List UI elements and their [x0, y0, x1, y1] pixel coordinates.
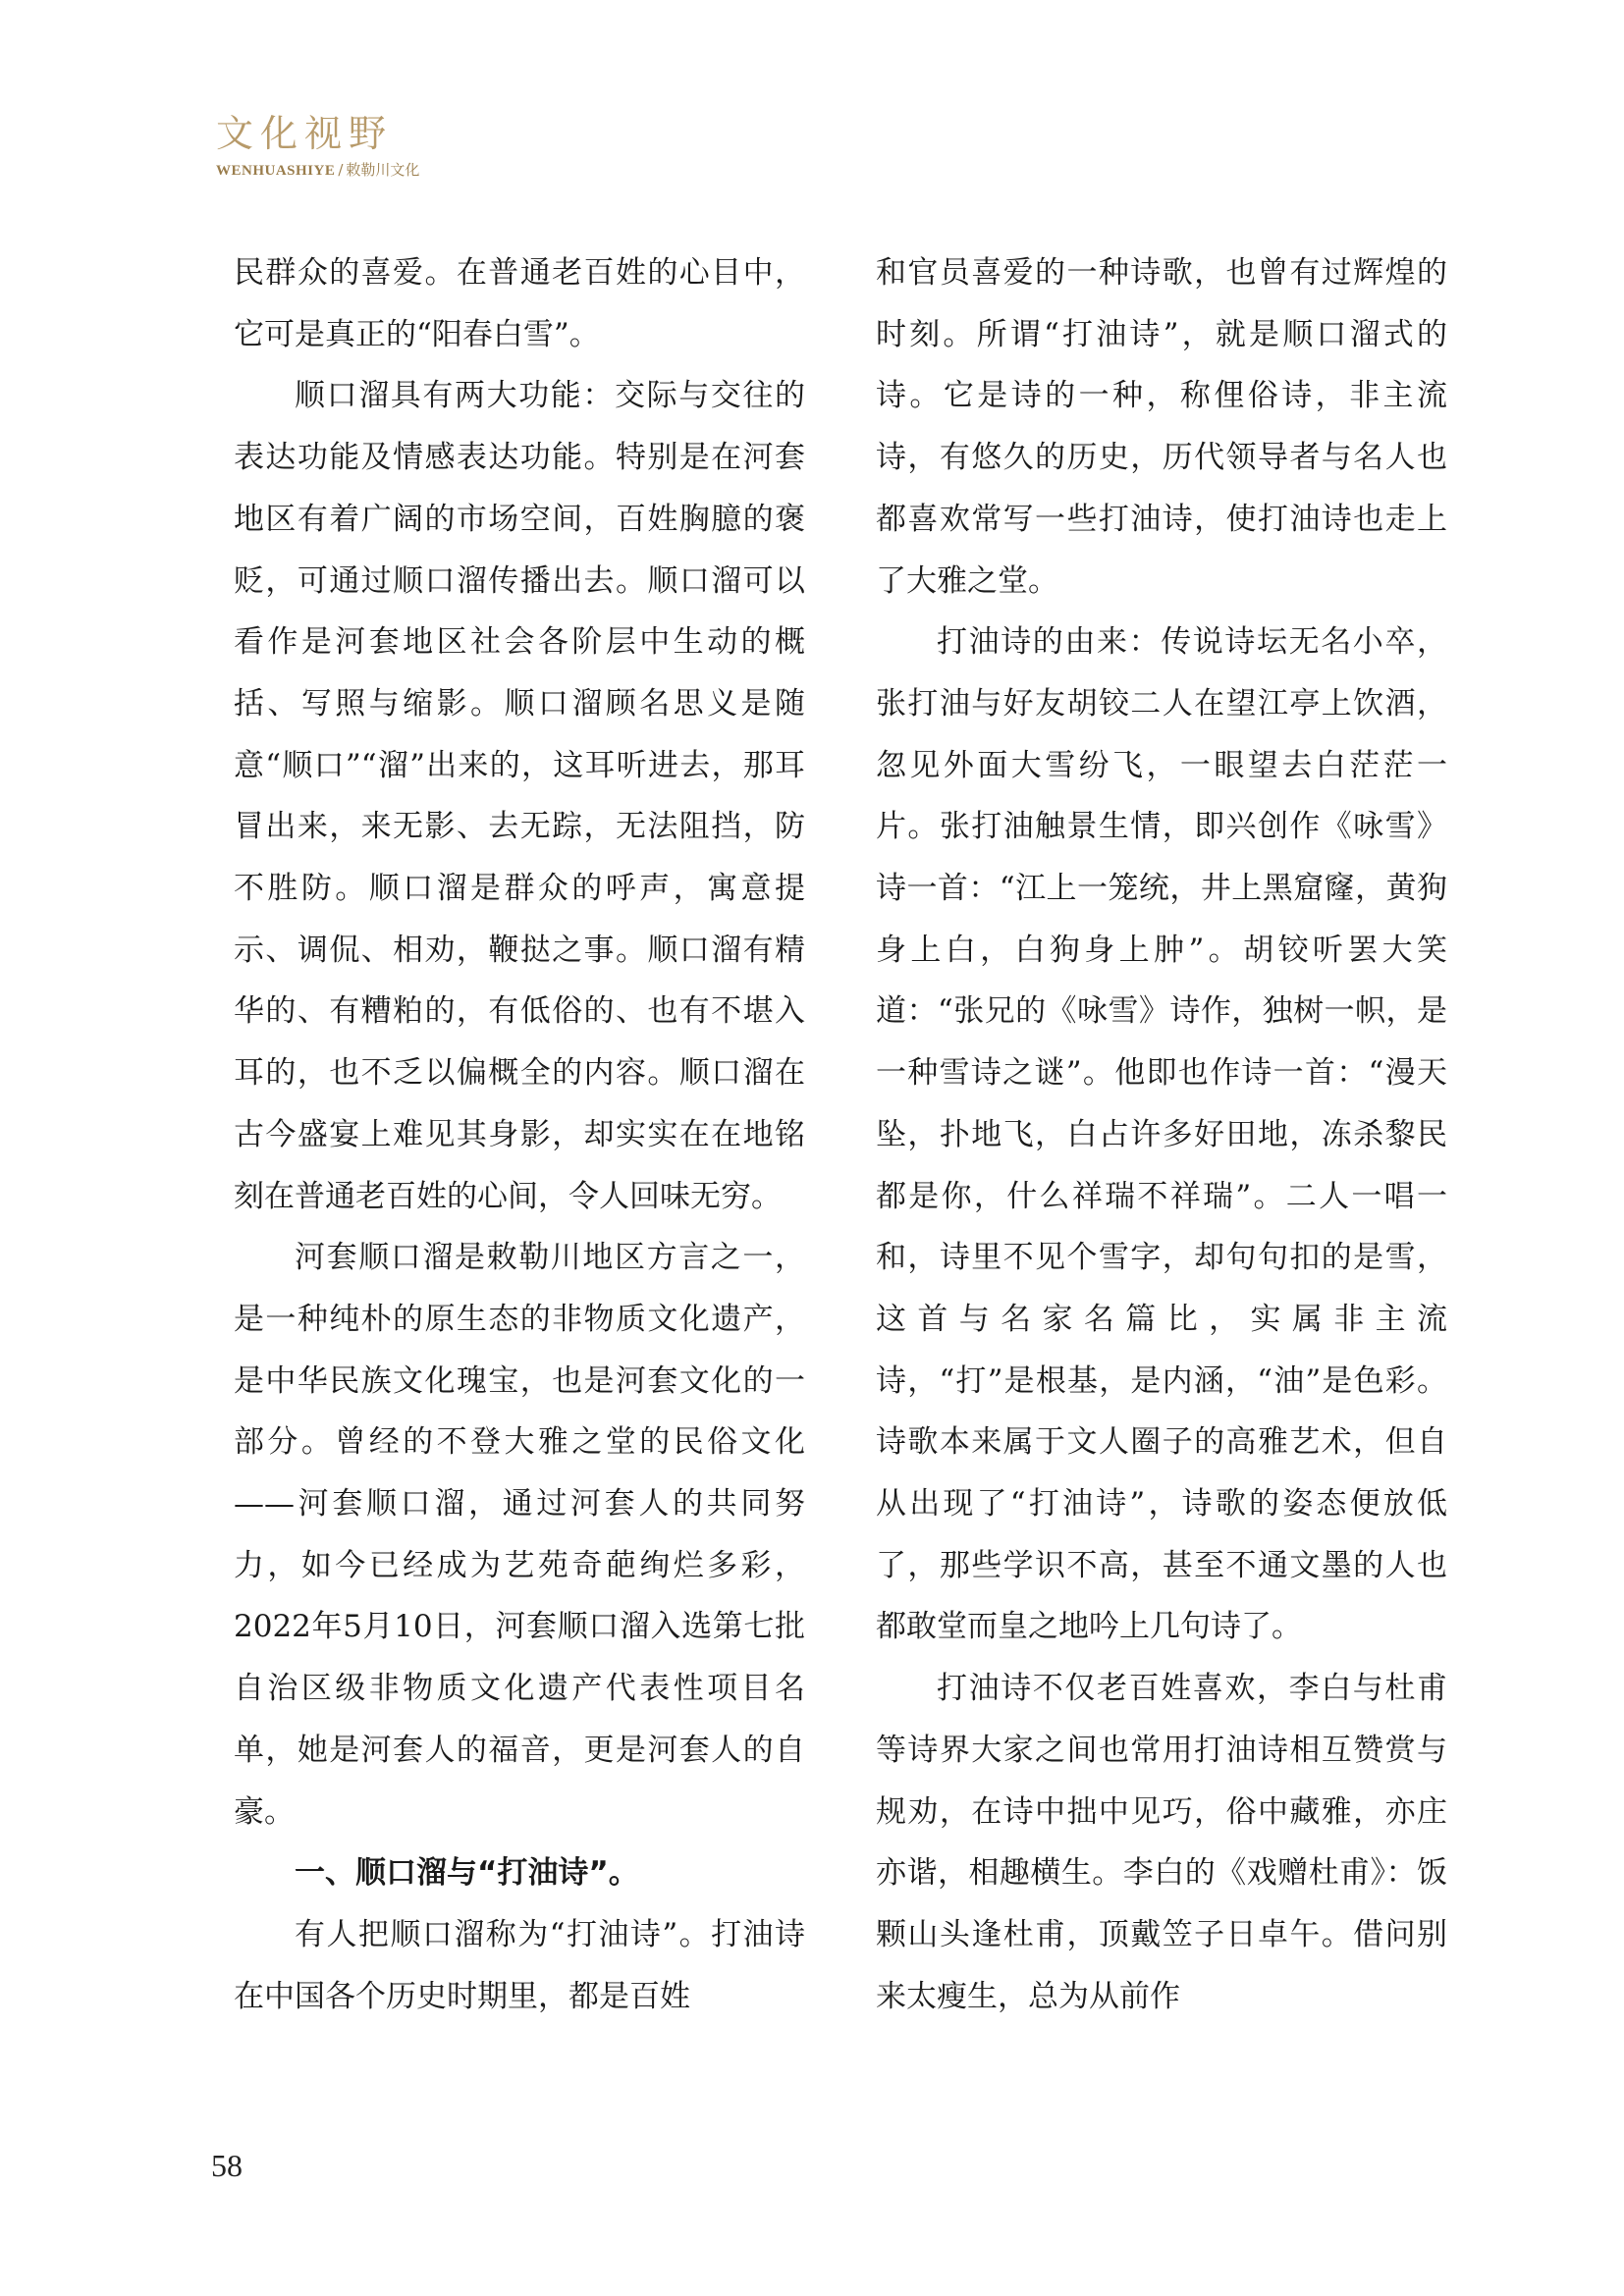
page-number: 58: [211, 2148, 243, 2183]
paragraph: 有人把顺口溜称为“打油诗”。打油诗在中国各个历史时期里，都是百姓: [234, 1916, 805, 2014]
paragraph: 河套顺口溜是敕勒川地区方言之一，是一种纯朴的原生态的非物质文化遗产，是中华民族文化瑰宝，也是河套文化的一部分。曾经的不登大雅之堂的民俗文化——河套顺口溜，通过河套人的共同努力，如今已经成为艺苑奇葩绚烂多彩，2022年5月10日，河套顺口溜入选第七批自治区级非物质文化遗产代表性项目名单，她是河套人的福音，更是河套人的自豪。: [234, 1240, 805, 1830]
paragraph: 和官员喜爱的一种诗歌，也曾有过辉煌的时刻。所谓“打油诗”，就是顺口溜式的诗。它是诗的一种，称俚俗诗，非主流诗，有悠久的历史，历代领导者与名人也都喜欢常写一些打油诗，使打油诗也走上了大雅之堂。: [876, 255, 1447, 599]
page-header: [216, 110, 419, 182]
right-column: [876, 242, 1447, 2027]
section-title: 文化视野: [216, 112, 394, 155]
left-column: [234, 242, 805, 2027]
section-subtitle: [216, 159, 419, 182]
section-subtitle-separator: /: [338, 161, 344, 179]
section-heading: 一、顺口溜与“打油诗”。: [295, 1855, 639, 1892]
paragraph: 打油诗的由来：传说诗坛无名小卒，张打油与好友胡铰二人在望江亭上饮酒，忽见外面大雪纷飞，一眼望去白茫茫一片。张打油触景生情，即兴创作《咏雪》诗一首：“江上一笼统，井上黑窟窿，黄狗身上白，白狗身上肿”。胡铰听罢大笑道：“张兄的《咏雪》诗作，独树一帜，是一种雪诗之谜”。他即也作诗一首：“漫天坠，扑地飞，白占许多好田地，冻杀黎民都是你，什么祥瑞不祥瑞”。二人一唱一和，诗里不见个雪字，却句句扣的是雪，这首与名家名篇比，实属非主流诗，“打”是根基，是内涵，“油”是色彩。诗歌本来属于文人圈子的高雅艺术，但自从出现了“打油诗”，诗歌的姿态便放低了，那些学识不高，甚至不通文墨的人也都敢堂而皇之地吟上几句诗了。: [876, 624, 1447, 1645]
paragraph: 民群众的喜爱。在普通老百姓的心目中，它可是真正的“阳春白雪”。: [234, 255, 805, 352]
paragraph: 顺口溜具有两大功能：交际与交往的表达功能及情感表达功能。特别是在河套地区有着广阔的市场空间，百姓胸臆的褒贬，可通过顺口溜传播出去。顺口溜可以看作是河套地区社会各阶层中生动的概括、写照与缩影。顺口溜顾名思义是随意“顺口”“溜”出来的，这耳听进去，那耳冒出来，来无影、去无踪，无法阻挡，防不胜防。顺口溜是群众的呼声，寓意提示、调侃、相劝，鞭挞之事。顺口溜有精华的、有糟粕的，有低俗的、也有不堪入耳的，也不乏以偏概全的内容。顺口溜在古今盛宴上难见其身影，却实实在在地铭刻在普通老百姓的心间，令人回味无穷。: [234, 378, 805, 1214]
section-subtitle-chinese: 敕勒川文化: [346, 161, 420, 179]
section-subtitle-pinyin: WENHUASHIYE: [216, 163, 336, 179]
paragraph: 打油诗不仅老百姓喜欢，李白与杜甫等诗界大家之间也常用打油诗相互赞赏与规劝，在诗中拙中见巧，俗中藏雅，亦庄亦谐，相趣横生。李白的《戏赠杜甫》：饭颗山头逢杜甫，顶戴笠子日卓午。借问别来太瘦生，总为从前作: [876, 1671, 1447, 2014]
